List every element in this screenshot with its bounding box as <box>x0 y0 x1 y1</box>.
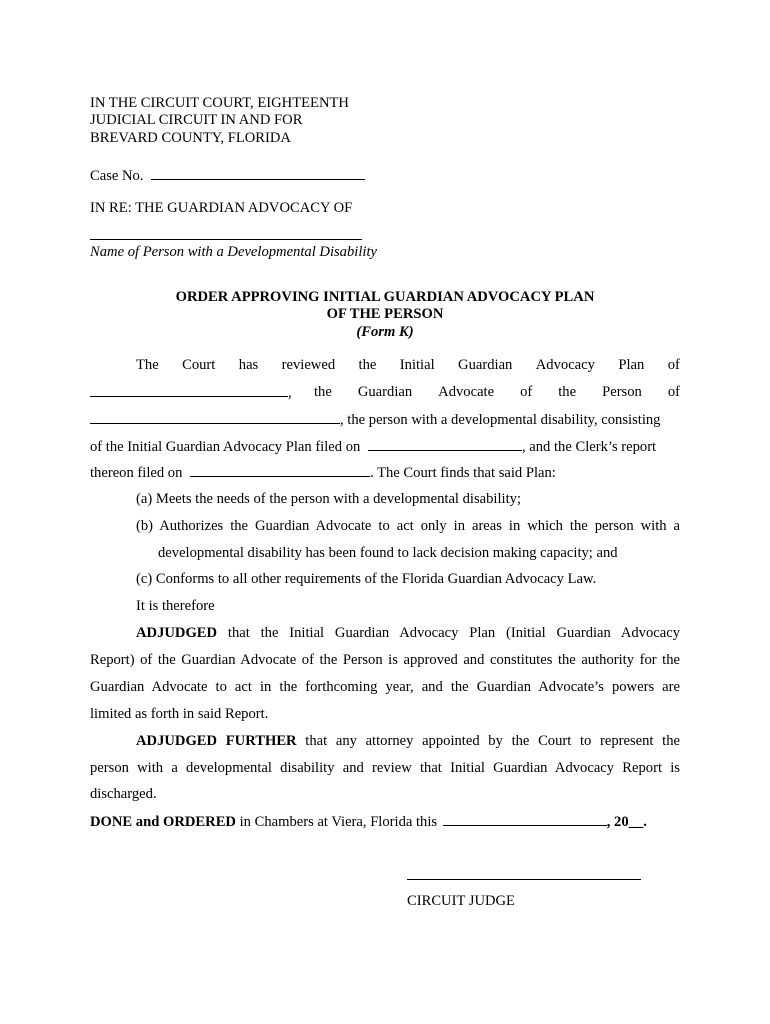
paragraph-1-line-5 <box>90 464 556 482</box>
done-and-ordered-line <box>90 813 647 831</box>
adjudged-line-1 <box>136 625 680 642</box>
order-title-line-1: ORDER APPROVING INITIAL GUARDIAN ADVOCACY PLAN <box>175 289 595 305</box>
word: the <box>358 357 377 373</box>
judge-signature-line[interactable] <box>407 879 641 880</box>
word: Plan <box>618 357 645 373</box>
adjudged-further-line-3: discharged. <box>90 786 157 802</box>
word: reviewed <box>281 357 336 373</box>
court-header-line-1: IN THE CIRCUIT COURT, EIGHTEENTH <box>90 95 349 111</box>
person-name-caption: Name of Person with a Developmental Disability <box>90 244 377 260</box>
word: Court <box>182 357 216 373</box>
finding-item-b-line-1: (b) Authorizes the Guardian Advocate to act only in areas in which the person with a <box>136 518 680 534</box>
adjudged-further-line-1 <box>136 733 680 750</box>
word: Advocacy <box>535 357 595 373</box>
line-text: , the person with a developmental disability, consisting <box>340 412 661 428</box>
line-text: , and the Clerk’s report <box>521 439 657 455</box>
comma: , <box>288 385 292 401</box>
paragraph-1-line-1 <box>136 357 680 374</box>
person-name-field[interactable] <box>90 239 362 240</box>
line-text: that the Initial Guardian Advocacy Plan (Initial Guardian Advocacy <box>227 625 680 641</box>
adjudged-line-4: limited as forth in said Report. <box>90 706 269 722</box>
plan-date-field-row <box>90 384 292 402</box>
case-number-row <box>90 167 365 185</box>
order-title-line-2: OF THE PERSON <box>326 306 444 322</box>
word: Person <box>602 384 642 400</box>
word: Guardian <box>357 384 413 400</box>
case-number-label: Case No. <box>90 168 144 184</box>
line-text: that any attorney appointed by the Court to represent the <box>305 733 680 749</box>
line-text: . The Court finds that said Plan: <box>370 465 556 481</box>
word: The <box>136 357 159 373</box>
order-date-field[interactable] <box>443 813 607 826</box>
finding-item-b-line-2: developmental disability has been found to lack decision making capacity; and <box>158 545 618 561</box>
line-text: thereon filed on <box>90 465 183 481</box>
paragraph-1-line-2 <box>314 384 680 401</box>
circuit-judge-label: CIRCUIT JUDGE <box>407 893 515 909</box>
plan-date-field[interactable] <box>90 384 288 397</box>
finding-item-a: (a) Meets the needs of the person with a developmental disability; <box>136 491 522 507</box>
word: Initial <box>399 357 435 373</box>
adjudged-further-line-2: person with a developmental disability and review that Initial Guardian Advocacy Report is <box>90 760 680 776</box>
word: of <box>520 384 533 400</box>
word: of <box>667 357 680 373</box>
form-label: (Form K) <box>356 324 414 340</box>
word: of <box>667 384 680 400</box>
paragraph-1-line-3 <box>90 411 660 429</box>
in-re-line: IN RE: THE GUARDIAN ADVOCACY OF <box>90 200 353 216</box>
adjudged-line-2: Report) of the Guardian Advocate of the Person is approved and constitutes the authority for the <box>90 652 680 668</box>
word: has <box>238 357 259 373</box>
order-year: , 20__. <box>606 814 647 830</box>
line-text: of the Initial Guardian Advocacy Plan filed on <box>90 439 361 455</box>
word: the <box>314 384 332 400</box>
done-and-ordered-heading: DONE and ORDERED <box>90 814 236 830</box>
finding-item-c: (c) Conforms to all other requirements of the Florida Guardian Advocacy Law. <box>136 571 597 587</box>
case-number-field[interactable] <box>151 167 365 180</box>
therefore-line: It is therefore <box>136 598 215 614</box>
word: Advocate <box>438 384 495 400</box>
word: Guardian <box>458 357 513 373</box>
adjudged-heading: ADJUDGED <box>136 625 218 641</box>
person-name-field-2[interactable] <box>90 411 340 424</box>
paragraph-1-line-4 <box>90 438 656 456</box>
court-header-line-3: BREVARD COUNTY, FLORIDA <box>90 130 291 146</box>
line-text: in Chambers at Viera, Florida this <box>239 814 438 830</box>
report-filed-date-field[interactable] <box>190 464 370 477</box>
court-header-line-2: JUDICIAL CIRCUIT IN AND FOR <box>90 112 303 128</box>
adjudged-line-3: Guardian Advocate to act in the forthcoming year, and the Guardian Advocate’s powers are <box>90 679 680 695</box>
adjudged-further-heading: ADJUDGED FURTHER <box>136 733 297 749</box>
word: the <box>558 384 577 400</box>
plan-filed-date-field[interactable] <box>368 438 522 451</box>
